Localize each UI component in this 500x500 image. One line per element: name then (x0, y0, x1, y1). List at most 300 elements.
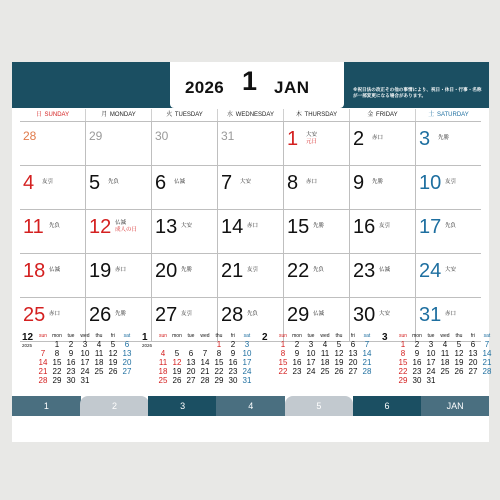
mini-day: 30 (66, 376, 76, 385)
day-cell[interactable] (85, 254, 151, 297)
mini-day: 25 (94, 367, 104, 376)
day-number: 8 (287, 172, 299, 194)
mini-day: 12 (108, 349, 118, 358)
mini-day: 14 (200, 358, 210, 367)
mini-weekday: sun (398, 333, 408, 339)
mini-weekday: thu (455, 333, 463, 339)
rokuyo-label: 先負 (108, 179, 120, 185)
weekday-kanji: 土 (428, 112, 435, 118)
mini-day (106, 376, 120, 385)
mini-weekday-row (36, 333, 134, 340)
mini-day: 7 (484, 340, 490, 349)
day-cell[interactable] (151, 122, 217, 165)
day-number: 25 (23, 304, 46, 326)
mini-day (156, 340, 170, 349)
mini-day: 15 (214, 358, 224, 367)
mini-day: 10 (80, 349, 90, 358)
mini-week-row (36, 376, 134, 385)
weekday-header (85, 109, 151, 121)
day-number: 23 (353, 260, 376, 282)
mini-week-row (396, 367, 494, 376)
mini-week-row (36, 340, 134, 349)
mini-weekday: mon (52, 333, 62, 339)
day-cell[interactable] (283, 210, 349, 253)
mini-day: 29 (214, 376, 224, 385)
weekday-name: TUESDAY (173, 112, 203, 118)
day-number: 7 (221, 172, 233, 194)
mini-day: 19 (108, 358, 118, 367)
day-number: 24 (419, 260, 442, 282)
weekday-name: SATURDAY (435, 112, 469, 118)
mini-weekday: fri (350, 333, 356, 339)
bottom-band (12, 416, 489, 442)
mini-week-row (36, 349, 134, 358)
rokuyo-label: 先負 (49, 223, 61, 229)
mini-day: 3 (82, 340, 88, 349)
mini-week-row (156, 358, 254, 367)
mini-month-number: 12 (22, 332, 34, 343)
day-cell[interactable] (415, 254, 481, 297)
mini-day: 31 (426, 376, 436, 385)
mini-day: 13 (468, 349, 478, 358)
mini-day: 30 (228, 376, 238, 385)
mini-day: 16 (412, 358, 422, 367)
mini-day: 4 (322, 340, 328, 349)
holiday-label: 元日 (306, 139, 318, 145)
weekday-header (20, 109, 85, 121)
mini-day: 7 (202, 349, 208, 358)
holiday-label: 成人の日 (115, 227, 138, 233)
mini-day: 30 (412, 376, 422, 385)
year-label: 2026 (185, 78, 225, 97)
rokuyo-label: 赤口 (306, 179, 318, 185)
day-number: 15 (287, 216, 310, 238)
day-number: 14 (221, 216, 244, 238)
day-number: 30 (353, 304, 376, 326)
mini-day: 11 (94, 349, 104, 358)
mini-day: 21 (362, 358, 372, 367)
mini-day: 3 (244, 340, 250, 349)
mini-day: 1 (216, 340, 222, 349)
mini-weekday: sat (483, 333, 491, 339)
mini-day (120, 376, 134, 385)
mini-day: 21 (38, 367, 48, 376)
mini-weekday: sat (123, 333, 131, 339)
day-number: 1 (287, 128, 299, 150)
weekday-header (349, 109, 415, 121)
mini-weekday: thu (95, 333, 103, 339)
week-row (20, 166, 481, 210)
mini-day: 18 (440, 358, 450, 367)
mini-month-number: 1 (142, 332, 148, 343)
mini-day: 1 (54, 340, 60, 349)
mini-day: 27 (468, 367, 478, 376)
mini-day: 24 (80, 367, 90, 376)
mini-day (198, 340, 212, 349)
rokuyo-label: 赤口 (445, 311, 457, 317)
mini-day: 5 (174, 349, 180, 358)
mini-day: 2 (68, 340, 74, 349)
day-cell[interactable] (415, 122, 481, 165)
rokuyo-label: 仏滅 (174, 179, 186, 185)
day-number: 17 (419, 216, 442, 238)
day-cell[interactable] (20, 166, 85, 209)
mini-week-row (276, 340, 374, 349)
mini-weekday: tue (187, 333, 195, 339)
weekday-kanji: 木 (295, 112, 302, 118)
mini-week-row (36, 367, 134, 376)
month-tab-5[interactable]: 5 (285, 396, 354, 416)
rokuyo-label: 先負 (313, 267, 325, 273)
mini-week-row (36, 358, 134, 367)
day-number: 26 (89, 304, 112, 326)
mini-day: 17 (306, 358, 316, 367)
rokuyo-label: 赤口 (115, 267, 127, 273)
mini-day: 13 (186, 358, 196, 367)
mini-weekday: wed (200, 333, 210, 339)
day-number: 9 (353, 172, 365, 194)
mini-day: 1 (280, 340, 286, 349)
mini-day: 17 (80, 358, 90, 367)
mini-day: 17 (426, 358, 436, 367)
day-number: 29 (89, 129, 103, 143)
mini-day: 8 (400, 349, 406, 358)
month-tab-6[interactable]: 6 (353, 396, 422, 416)
mini-day: 20 (122, 358, 132, 367)
rokuyo-label: 赤口 (247, 223, 259, 229)
weekday-name: MONDAY (108, 112, 136, 118)
rokuyo-label: 大安 (181, 223, 193, 229)
mini-weekday: wed (80, 333, 90, 339)
mini-day: 2 (230, 340, 236, 349)
mini-day (438, 376, 452, 385)
mini-day: 26 (334, 367, 344, 376)
mini-day (466, 376, 480, 385)
mini-day (170, 340, 184, 349)
day-cell[interactable] (85, 122, 151, 165)
header-band (12, 62, 489, 108)
week-row (20, 122, 481, 166)
month-tab-4[interactable]: 4 (216, 396, 285, 416)
mini-grid (36, 333, 134, 385)
mini-day: 28 (200, 376, 210, 385)
mini-day: 9 (414, 349, 420, 358)
mini-weekday: mon (172, 333, 182, 339)
mini-day: 1 (400, 340, 406, 349)
mini-day: 4 (442, 340, 448, 349)
rokuyo-label: 赤口 (372, 135, 384, 141)
mini-day: 27 (122, 367, 132, 376)
mini-day: 26 (108, 367, 118, 376)
rokuyo-label: 大安 (306, 132, 318, 138)
day-number: 22 (287, 260, 310, 282)
mini-weekday: mon (412, 333, 422, 339)
day-cell[interactable] (217, 166, 283, 209)
mini-day: 17 (242, 358, 252, 367)
mini-day: 12 (334, 349, 344, 358)
week-row (20, 210, 481, 254)
mini-week-row (156, 376, 254, 385)
mini-weekday: sun (278, 333, 288, 339)
mini-day: 28 (482, 367, 492, 376)
mini-day: 6 (470, 340, 476, 349)
mini-day: 27 (186, 376, 196, 385)
mini-day: 29 (398, 376, 408, 385)
day-number: 12 (89, 216, 112, 238)
mini-day: 27 (348, 367, 358, 376)
day-cell[interactable] (151, 210, 217, 253)
week-row (20, 254, 481, 298)
mini-weekday: thu (215, 333, 223, 339)
mini-day: 24 (306, 367, 316, 376)
mini-day: 23 (292, 367, 302, 376)
mini-day: 28 (362, 367, 372, 376)
day-cell[interactable] (349, 254, 415, 297)
mini-day: 15 (52, 358, 62, 367)
mini-day (92, 376, 106, 385)
mini-day: 9 (68, 349, 74, 358)
mini-day: 4 (96, 340, 102, 349)
rokuyo-label: 友引 (42, 179, 54, 185)
mini-day: 11 (320, 349, 330, 358)
mini-day: 5 (110, 340, 116, 349)
mini-year: 2025 (22, 343, 33, 348)
mini-day: 5 (456, 340, 462, 349)
rokuyo-label: 仏滅 (49, 267, 61, 273)
mini-weekday: fri (470, 333, 476, 339)
mini-grid (156, 333, 254, 385)
mini-weekday: sat (243, 333, 251, 339)
mini-day: 3 (428, 340, 434, 349)
month-tab-2[interactable]: 2 (80, 396, 149, 416)
mini-weekday: wed (440, 333, 450, 339)
mini-day: 21 (200, 367, 210, 376)
mini-day: 12 (454, 349, 464, 358)
mini-day: 24 (242, 367, 252, 376)
day-cell[interactable] (217, 210, 283, 253)
mini-day (36, 340, 50, 349)
day-cell[interactable] (20, 122, 85, 165)
mini-grid (396, 333, 494, 385)
day-cell[interactable] (283, 254, 349, 297)
mini-day: 22 (398, 367, 408, 376)
mini-weekday-row (276, 333, 374, 340)
day-number: 18 (23, 260, 46, 282)
day-cell[interactable] (20, 254, 85, 297)
day-number: 5 (89, 172, 101, 194)
calendar-sheet (12, 62, 492, 442)
mini-day: 28 (38, 376, 48, 385)
day-cell[interactable] (151, 254, 217, 297)
mini-day: 4 (160, 349, 166, 358)
mini-weekday: tue (307, 333, 315, 339)
mini-week-row (156, 349, 254, 358)
mini-day: 18 (158, 367, 168, 376)
rokuyo-label: 仏滅 (115, 220, 127, 226)
mini-day: 9 (230, 349, 236, 358)
mini-day: 11 (440, 349, 450, 358)
mini-weekday: mon (292, 333, 302, 339)
rokuyo-label: 先勝 (181, 267, 193, 273)
mini-day: 10 (426, 349, 436, 358)
mini-week-row (156, 340, 254, 349)
weekday-kanji: 日 (35, 112, 42, 118)
holiday-note: ※祝日法の改正その他の事情により、祝日・休日・行事・名称が一部変更になる場合があります。 (353, 87, 482, 98)
mini-weekday: sun (158, 333, 168, 339)
mini-day: 6 (188, 349, 194, 358)
rokuyo-label: 先勝 (313, 223, 325, 229)
mini-week-row (156, 367, 254, 376)
mini-day: 6 (124, 340, 130, 349)
rokuyo-label: 先勝 (372, 179, 384, 185)
mini-day: 2 (414, 340, 420, 349)
mini-day: 15 (278, 358, 288, 367)
mini-day: 9 (294, 349, 300, 358)
day-cell[interactable] (283, 122, 349, 165)
rokuyo-label: 先勝 (115, 311, 127, 317)
rokuyo-label: 友引 (247, 267, 259, 273)
mini-day: 25 (158, 376, 168, 385)
mini-day: 19 (454, 358, 464, 367)
mini-day: 7 (364, 340, 370, 349)
weeks-container (20, 122, 481, 342)
weekday-name: WEDNESDAY (234, 112, 274, 118)
rokuyo-label: 友引 (445, 179, 457, 185)
day-cell[interactable] (349, 166, 415, 209)
mini-day: 3 (308, 340, 314, 349)
mini-week-row (396, 349, 494, 358)
mini-day: 16 (292, 358, 302, 367)
day-number: 30 (155, 129, 169, 143)
mini-day: 10 (306, 349, 316, 358)
mini-weekday: tue (427, 333, 435, 339)
mini-day: 8 (54, 349, 60, 358)
mini-day: 24 (426, 367, 436, 376)
weekday-kanji: 水 (227, 112, 234, 118)
mini-weekday: sun (38, 333, 48, 339)
day-cell[interactable] (349, 210, 415, 253)
rokuyo-label: 赤口 (49, 311, 61, 317)
mini-month-number: 3 (382, 332, 388, 343)
mini-day: 20 (348, 358, 358, 367)
mini-day: 22 (278, 367, 288, 376)
day-cell[interactable] (20, 210, 85, 253)
mini-day: 14 (38, 358, 48, 367)
mini-weekday: tue (67, 333, 75, 339)
mini-day: 10 (242, 349, 252, 358)
mini-weekday-row (396, 333, 494, 340)
rokuyo-label: 大安 (379, 311, 391, 317)
mini-week-row (396, 376, 494, 385)
rokuyo-label: 仏滅 (313, 311, 325, 317)
weekday-name: FRIDAY (374, 112, 398, 118)
day-number: 28 (221, 304, 244, 326)
rokuyo-label: 友引 (379, 223, 391, 229)
mini-day (452, 376, 466, 385)
mini-day: 7 (40, 349, 46, 358)
mini-day: 22 (52, 367, 62, 376)
mini-day: 18 (320, 358, 330, 367)
mini-day: 16 (66, 358, 76, 367)
mini-day: 26 (172, 376, 182, 385)
day-cell[interactable] (217, 122, 283, 165)
day-cell[interactable] (349, 122, 415, 165)
weekday-kanji: 月 (101, 112, 108, 118)
day-cell[interactable] (217, 254, 283, 297)
mini-day: 5 (336, 340, 342, 349)
day-number: 11 (23, 216, 44, 238)
day-cell[interactable] (85, 210, 151, 253)
mini-day: 14 (482, 349, 492, 358)
mini-day: 23 (412, 367, 422, 376)
mini-week-row (396, 358, 494, 367)
mini-day: 29 (52, 376, 62, 385)
mini-day: 26 (454, 367, 464, 376)
day-number: 16 (353, 216, 376, 238)
month-grid (20, 109, 481, 342)
day-number: 13 (155, 216, 178, 238)
month-name: JAN (274, 78, 310, 97)
month-tab-1[interactable]: 1 (12, 396, 81, 416)
weekday-header (283, 109, 349, 121)
day-number: 29 (287, 304, 310, 326)
day-number: 31 (221, 129, 235, 143)
month-tabs (12, 396, 489, 416)
mini-day: 16 (228, 358, 238, 367)
weekday-header-row (20, 109, 481, 122)
day-cell[interactable] (151, 166, 217, 209)
mini-week-row (276, 358, 374, 367)
month-tab-3[interactable]: 3 (148, 396, 217, 416)
day-cell[interactable] (415, 166, 481, 209)
day-number: 4 (23, 172, 35, 194)
mini-weekday: fri (110, 333, 116, 339)
mini-day: 11 (158, 358, 168, 367)
mini-day: 23 (66, 367, 76, 376)
weekday-name: THURSDAY (302, 112, 338, 118)
mini-day: 20 (186, 367, 196, 376)
mini-day: 25 (320, 367, 330, 376)
mini-day: 23 (228, 367, 238, 376)
weekday-name: SUNDAY (42, 112, 70, 118)
mini-day: 14 (362, 349, 372, 358)
rokuyo-label: 先負 (445, 223, 457, 229)
mini-day: 20 (468, 358, 478, 367)
rokuyo-label: 大安 (240, 179, 252, 185)
mini-week-row (276, 367, 374, 376)
mini-day: 25 (440, 367, 450, 376)
day-cell[interactable] (85, 166, 151, 209)
day-cell[interactable] (283, 166, 349, 209)
day-number: 21 (221, 260, 244, 282)
weekday-header (415, 109, 481, 121)
day-number: 27 (155, 304, 178, 326)
day-number: 2 (353, 128, 365, 150)
rokuyo-label: 先負 (247, 311, 259, 317)
mini-weekday: thu (335, 333, 343, 339)
day-cell[interactable] (415, 210, 481, 253)
rokuyo-label: 先勝 (438, 135, 450, 141)
month-tab-jan[interactable]: JAN (421, 396, 490, 416)
day-number: 31 (419, 304, 442, 326)
day-number: 6 (155, 172, 167, 194)
weekday-kanji: 金 (367, 112, 374, 118)
mini-year: 2026 (142, 343, 153, 348)
mini-day: 22 (214, 367, 224, 376)
day-number: 10 (419, 172, 442, 194)
weekday-kanji: 火 (166, 112, 173, 118)
mini-day: 15 (398, 358, 408, 367)
